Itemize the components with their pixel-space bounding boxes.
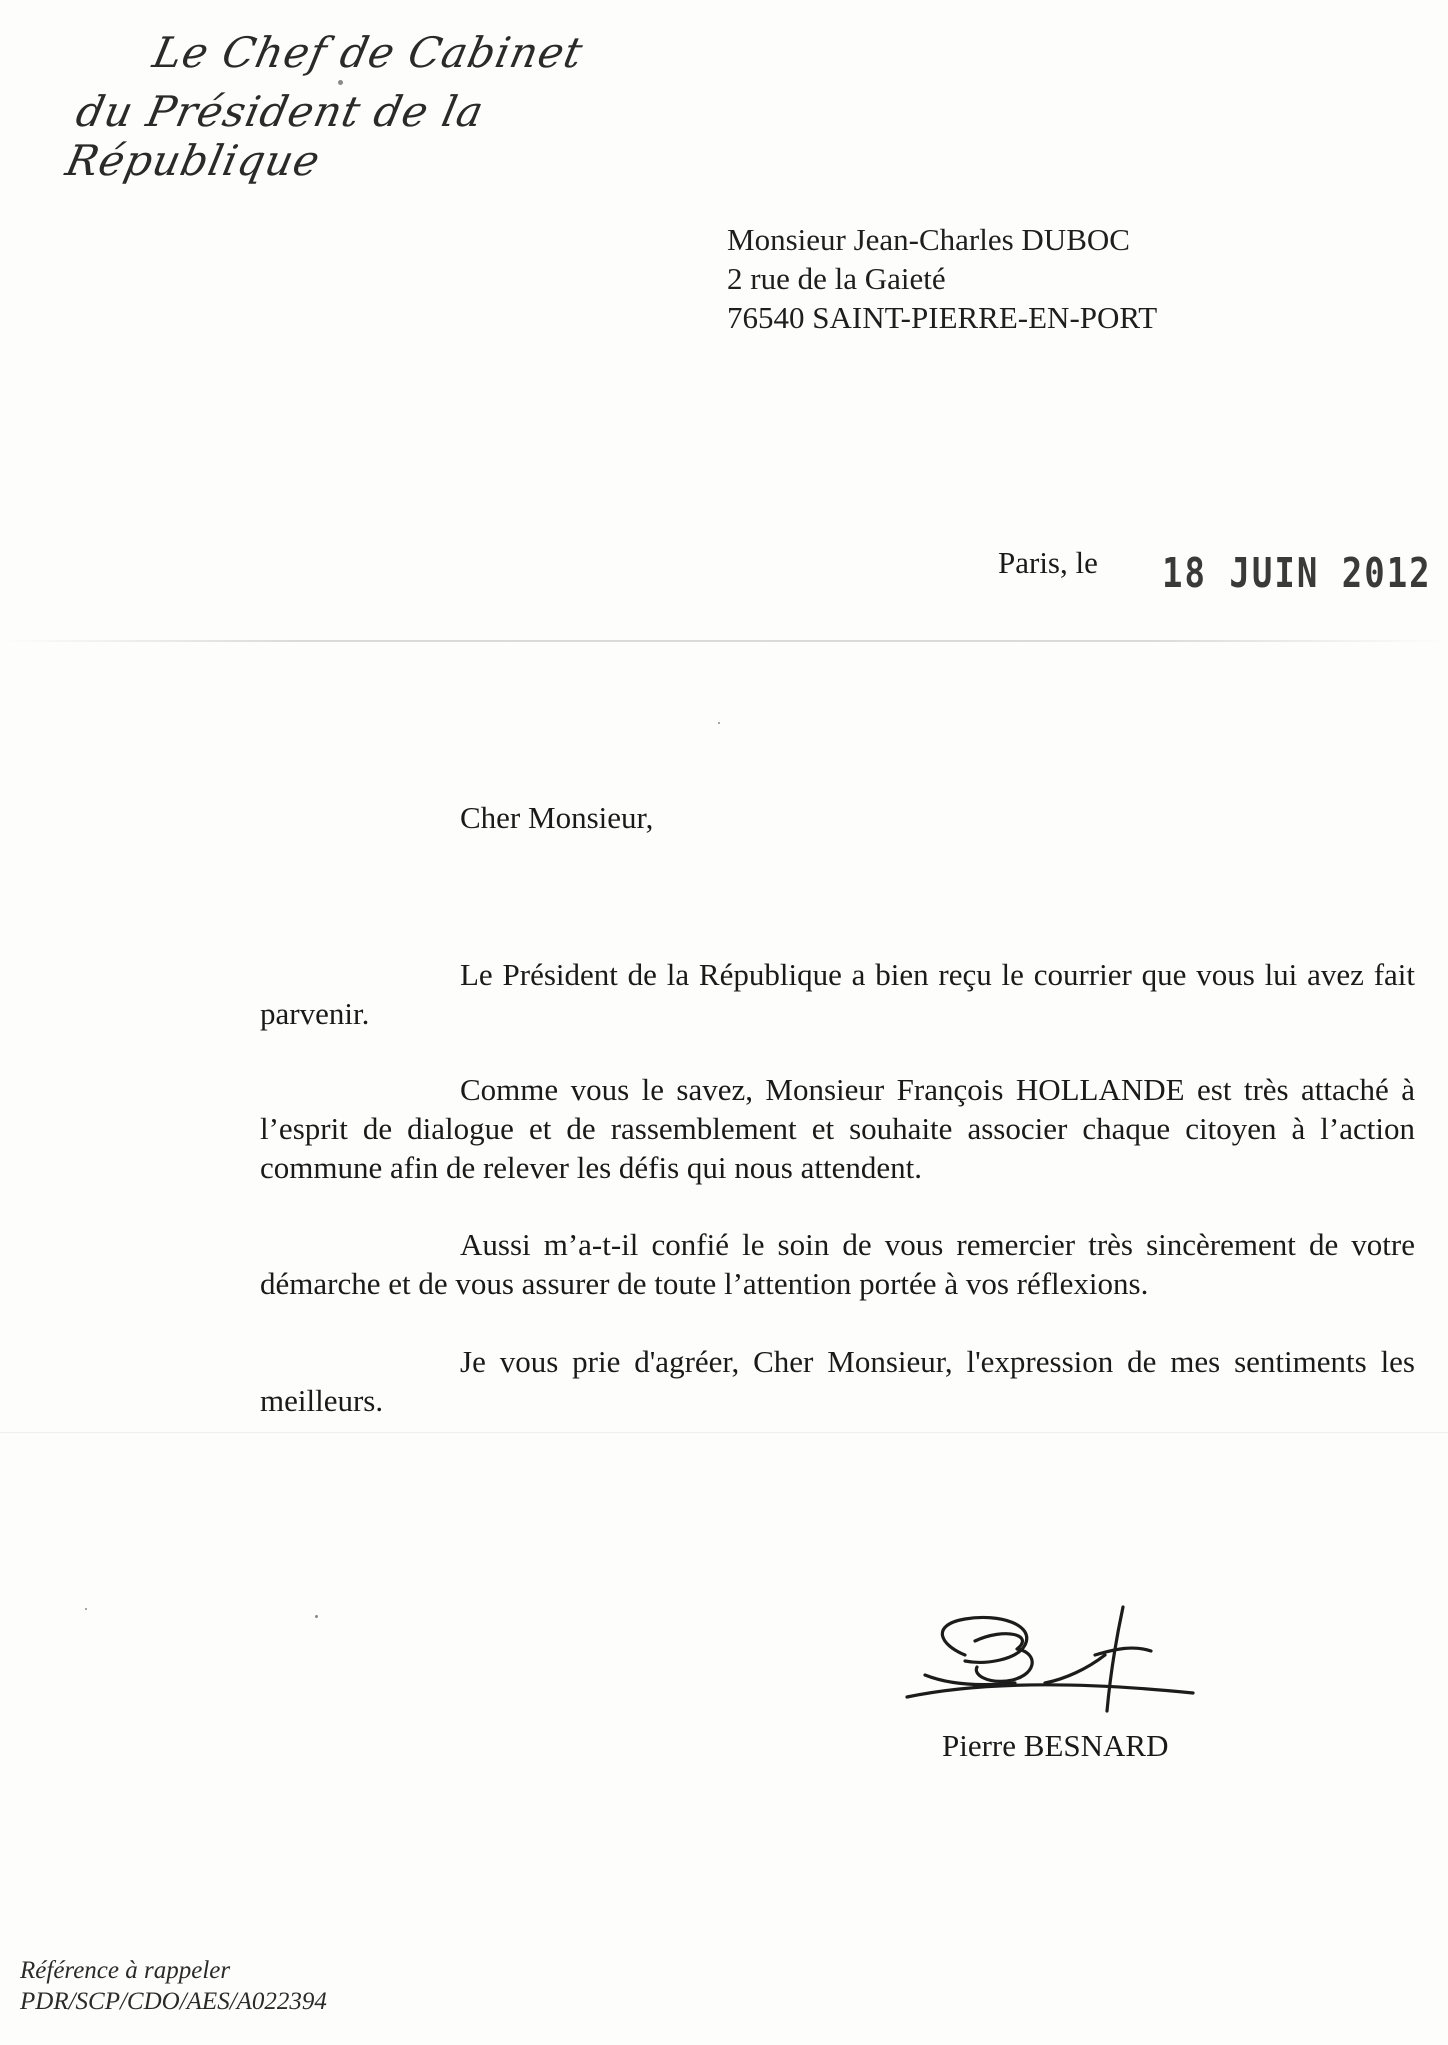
reference-code: PDR/SCP/CDO/AES/A022394: [20, 1988, 327, 2015]
paper-speck: [338, 80, 343, 85]
body-paragraph: Comme vous le savez, Monsieur François HOLLANDE est très attaché à l’esprit de dialogue et de rassemblement et souhaite associer chaque citoyen à l’action commune afin de relever les défis qui nous attendent.: [260, 1072, 1415, 1185]
paper-speck: [85, 1608, 87, 1610]
salutation: Cher Monsieur,: [460, 800, 654, 835]
fold-line: [0, 1432, 1448, 1433]
signature-icon: [905, 1605, 1195, 1715]
recipient-name: Monsieur Jean-Charles DUBOC: [727, 222, 1130, 257]
letterhead-title: Le Chef de Cabinet: [148, 28, 588, 77]
date-stamp: 18 JUIN 2012: [1162, 550, 1432, 598]
paper-speck: [315, 1615, 318, 1618]
recipient-address: [727, 220, 1157, 337]
paper-speck: [718, 722, 720, 724]
letterhead-subtitle: du Président de la République: [61, 87, 489, 185]
fold-line: [0, 640, 1448, 642]
recipient-city: 76540 SAINT-PIERRE-EN-PORT: [727, 300, 1158, 335]
body-paragraph: Aussi m’a-t-il confié le soin de vous remercier très sincèrement de votre démarche et de vous assurer de toute l’attention portée à vos réflexions.: [260, 1227, 1415, 1301]
letterhead: [61, 28, 632, 185]
reference-block: [20, 1955, 327, 2017]
date-place: Paris, le: [998, 545, 1098, 580]
signer-name: Pierre BESNARD: [942, 1728, 1169, 1763]
recipient-street: 2 rue de la Gaieté: [727, 261, 946, 296]
body-paragraph: Le Président de la République a bien reçu le courrier que vous lui avez fait parvenir.: [260, 957, 1415, 1031]
reference-label: Référence à rappeler: [20, 1957, 231, 1984]
body-paragraph: Je vous prie d'agréer, Cher Monsieur, l'expression de mes sentiments les meilleurs.: [260, 1344, 1415, 1418]
handwritten-signature: [905, 1605, 1195, 1715]
